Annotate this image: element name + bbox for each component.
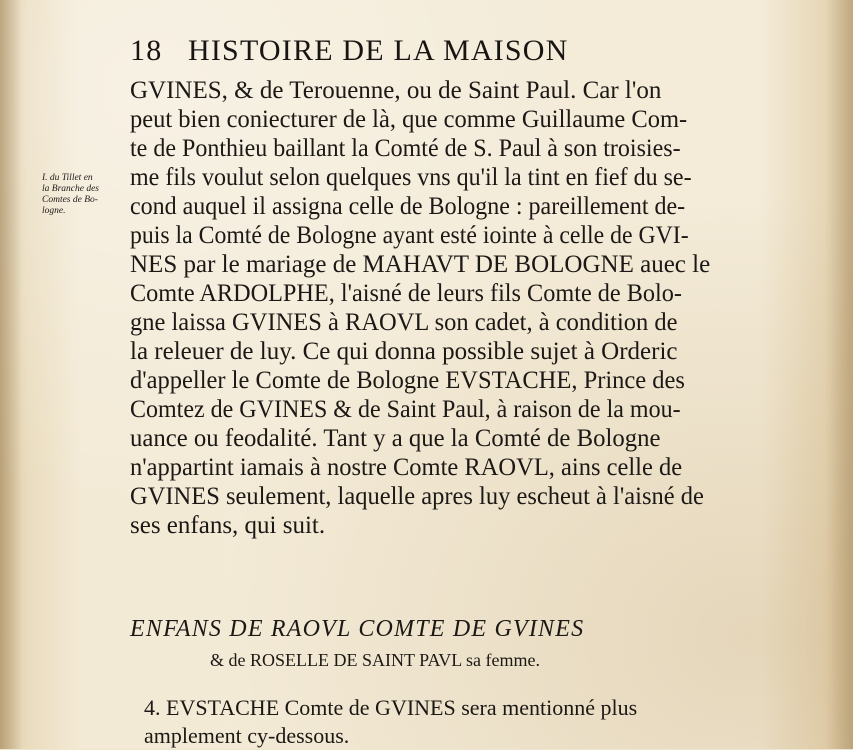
section-title: ENFANS DE RAOVL COMTE DE GVINES (130, 616, 585, 642)
entry-line-2: amplement cy-dessous. (144, 723, 350, 748)
page-header (130, 34, 690, 74)
entry-line-1: 4. EVSTACHE Comte de GVINES sera mentionné plus (144, 695, 638, 720)
running-title: HISTOIRE DE LA MAISON (188, 34, 569, 67)
body-line: Comte ARDOLPHE, l'aisné de leurs fils Comte de Bolo- (130, 280, 682, 307)
body-line: uance ou feodalité. Tant y a que la Comté de Bologne (130, 425, 661, 452)
section-subtitle: & de ROSELLE DE SAINT PAVL sa femme. (210, 650, 540, 670)
body-line: d'appeller le Comte de Bologne EVSTACHE, Prince des (130, 367, 685, 394)
body-line: me fils voulut selon quelques vns qu'il la tint en fief du se- (130, 164, 692, 191)
body-line: peut bien coniecturer de là, que comme Guillaume Com- (130, 106, 688, 133)
body-line: NES par le mariage de MAHAVT DE BOLOGNE auec le (130, 251, 711, 278)
body-line: n'appartint iamais à nostre Comte RAOVL, ains celle de (130, 454, 683, 481)
body-line: puis la Comté de Bologne ayant esté iointe à celle de GVI- (130, 222, 689, 249)
body-line: cond auquel il assigna celle de Bologne : pareillement de- (130, 193, 686, 220)
margin-note-line: logne. (42, 206, 66, 216)
body-line: la releuer de luy. Ce qui donna possible sujet à Orderic (130, 338, 678, 365)
margin-note-line: la Branche des (42, 184, 99, 194)
body-line: te de Ponthieu baillant la Comté de S. Paul à son troisies- (130, 135, 681, 162)
body-line: GVINES, & de Terouenne, ou de Saint Paul. Car l'on (130, 77, 662, 104)
margin-note (42, 173, 132, 217)
page-gutter-shadow (0, 0, 22, 749)
page-edge-shadow (825, 0, 853, 749)
body-line: gne laissa GVINES à RAOVL son cadet, à condition de (130, 309, 678, 336)
body-line: Comtez de GVINES & de Saint Paul, à raison de la mou- (130, 396, 681, 423)
margin-note-line: I. du Tillet en (42, 173, 93, 183)
margin-note-line: Comtes de Bo- (42, 195, 98, 205)
page-number: 18 (130, 34, 163, 67)
body-line: ses enfans, qui suit. (130, 512, 326, 539)
body-line: GVINES seulement, laquelle apres luy escheut à l'aisné de (130, 483, 704, 510)
